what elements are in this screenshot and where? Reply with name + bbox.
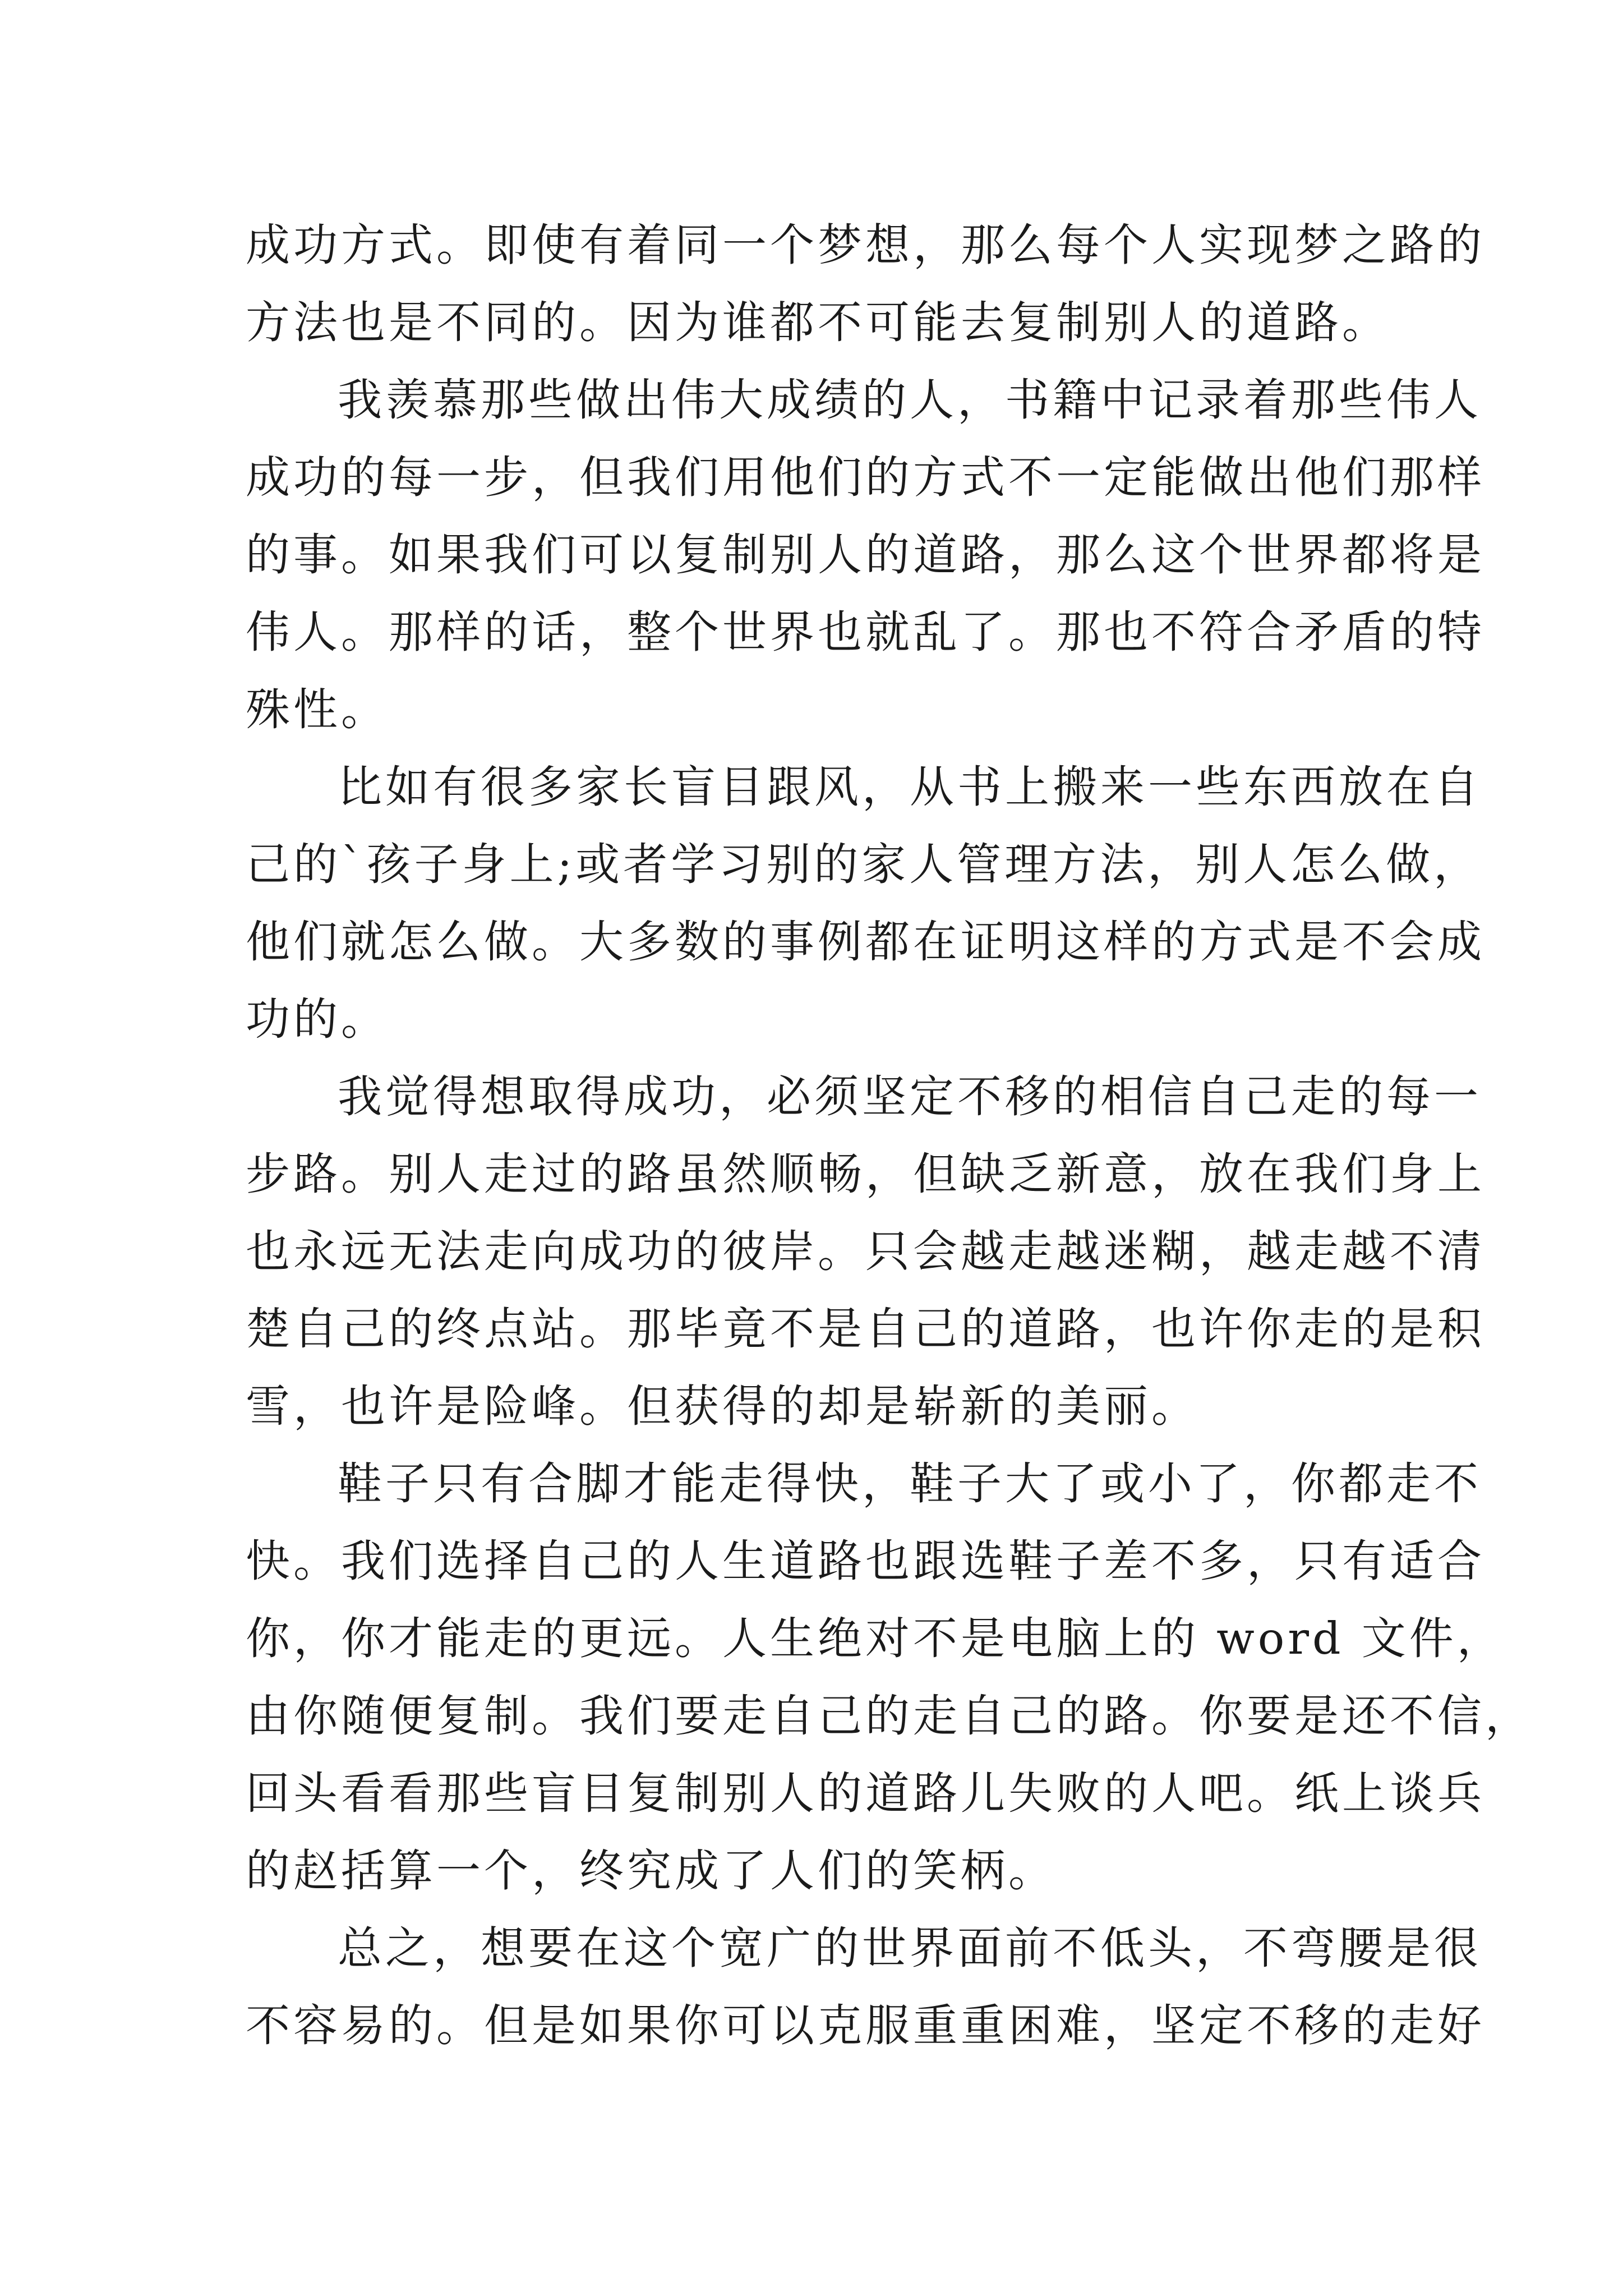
text-line: 也永远无法走向成功的彼岸。只会越走越迷糊，越走越不清 (246, 1226, 1485, 1277)
text-line: 快。我们选择自己的人生道路也跟选鞋子差不多，只有适合 (246, 1535, 1485, 1587)
body-text (246, 206, 1533, 2064)
text-line: 成功方式。即使有着同一个梦想，那么每个人实现梦之路的 (246, 219, 1485, 271)
text-line: 由你随便复制。我们要走自己的走自己的路。你要是还不信， (246, 1690, 1533, 1742)
text-line: 你，你才能走的更远。人生绝对不是电脑上的 word 文件， (246, 1613, 1505, 1664)
text-line: 功的。 (246, 993, 389, 1045)
text-line: 楚自己的终点站。那毕竟不是自己的道路，也许你走的是积 (246, 1303, 1485, 1355)
text-line: 方法也是不同的。因为谁都不可能去复制别人的道路。 (246, 297, 1390, 348)
text-line: 殊性。 (246, 684, 389, 735)
paragraph-first-line: 总之，想要在这个宽广的世界面前不低头，不弯腰是很 (338, 1922, 1482, 1974)
text-line: 的事。如果我们可以复制别人的道路，那么这个世界都将是 (246, 529, 1485, 581)
text-line: 伟人。那样的话，整个世界也就乱了。那也不符合矛盾的特 (246, 606, 1485, 658)
text-line: 己的`孩子身上;或者学习别的家人管理方法，别人怎么做， (246, 839, 1482, 890)
text-line: 他们就怎么做。大多数的事例都在证明这样的方式是不会成 (246, 916, 1485, 968)
text-line: 成功的每一步，但我们用他们的方式不一定能做出他们那样 (246, 452, 1485, 503)
paragraph-first-line: 比如有很多家长盲目跟风，从书上搬来一些东西放在自 (338, 761, 1482, 813)
text-line: 雪，也许是险峰。但获得的却是崭新的美丽。 (246, 1381, 1199, 1432)
text-line: 回头看看那些盲目复制别人的道路儿失败的人吧。纸上谈兵 (246, 1768, 1485, 1819)
paragraph-first-line: 我觉得想取得成功，必须坚定不移的相信自己走的每一 (338, 1071, 1482, 1122)
paragraph-first-line: 我羡慕那些做出伟大成绩的人，书籍中记录着那些伟人 (338, 374, 1482, 426)
paragraph-first-line: 鞋子只有合脚才能走得快，鞋子大了或小了，你都走不 (338, 1458, 1482, 1510)
text-line: 不容易的。但是如果你可以克服重重困难，坚定不移的走好 (246, 2000, 1485, 2051)
text-line: 的赵括算一个，终究成了人们的笑柄。 (246, 1845, 1056, 1897)
text-line: 步路。别人走过的路虽然顺畅，但缺乏新意，放在我们身上 (246, 1148, 1485, 1200)
